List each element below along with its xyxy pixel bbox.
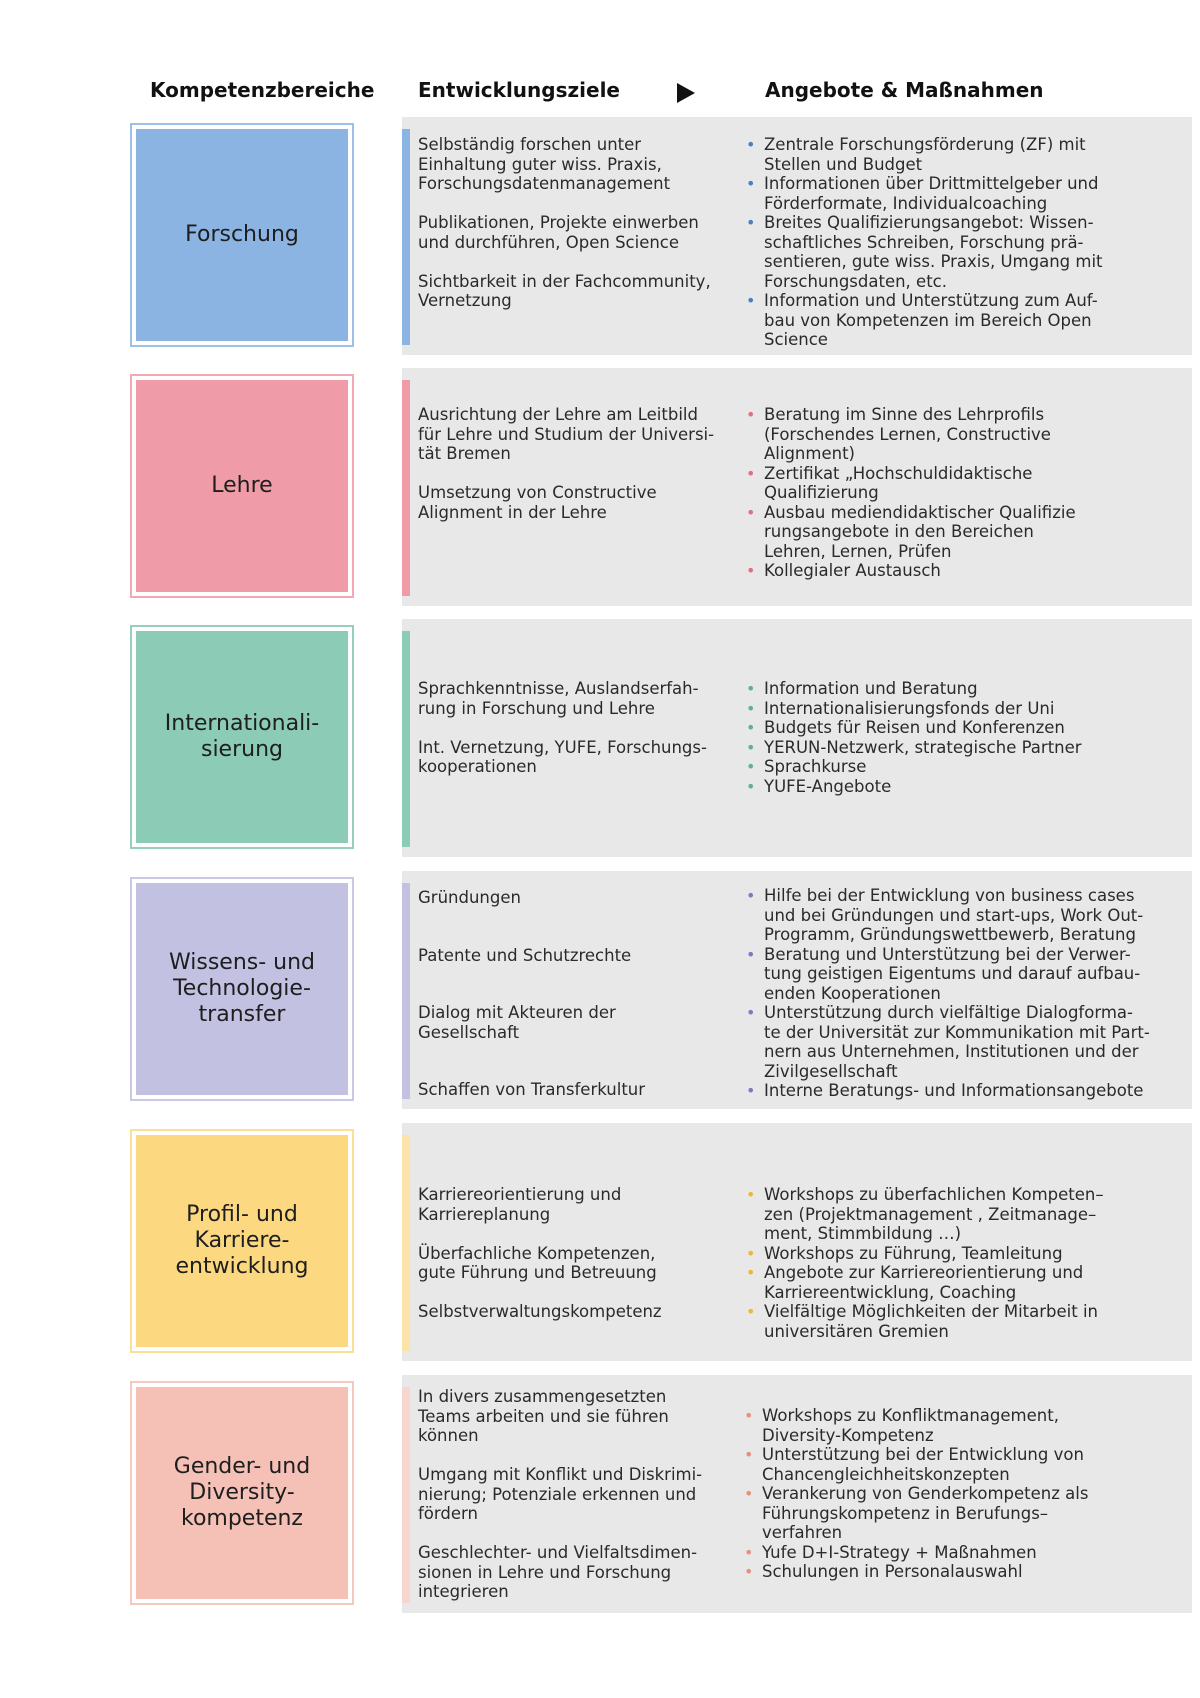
row-forschung <box>0 117 1200 349</box>
measure-item <box>742 886 1187 945</box>
content-panel <box>402 1375 1192 1613</box>
accent-bar <box>402 631 410 847</box>
measure-text: Ausbau mediendidaktischer Qualifizie rungsangebote in den Bereichen Lehren, Lernen, Prüfen <box>764 502 1076 561</box>
bullet-icon: • <box>744 1484 754 1503</box>
bullet-icon: • <box>746 1185 756 1204</box>
competence-tile <box>136 380 348 592</box>
goals-list <box>418 117 718 373</box>
measure-text: Kollegialer Austausch <box>764 561 941 580</box>
header-kompetenzbereiche: Kompetenzbereiche <box>150 78 375 102</box>
measures-list <box>740 1375 1185 1644</box>
bullet-icon: • <box>746 1263 756 1282</box>
measure-item <box>742 174 1187 213</box>
measure-item <box>742 1263 1187 1302</box>
bullet-icon: • <box>746 944 756 964</box>
goal-item: Schaffen von Transferkultur <box>418 1080 646 1099</box>
goal-item: Int. Vernetzung, YUFE, Forschungs- kooperationen <box>418 737 707 776</box>
goal-item: Ausrichtung der Lehre am Leitbild für Lehre und Studium der Universi- tät Bremen <box>418 405 715 463</box>
goal-item: Umsetzung von Constructive Alignment in der Lehre <box>418 483 657 522</box>
goal-item: Dialog mit Akteuren der Gesellschaft <box>418 1003 616 1042</box>
measures-list <box>742 871 1187 1124</box>
bullet-icon: • <box>746 698 756 718</box>
measure-item <box>742 464 1187 503</box>
bullet-icon: • <box>746 1003 756 1022</box>
competence-tile <box>136 129 348 341</box>
bullet-icon: • <box>746 1243 756 1263</box>
measure-text: Workshops zu überfachlichen Kompeten– zen (Projektmanagement , Zeitmanage– ment, Stimmbildung …) <box>764 1185 1104 1243</box>
bullet-icon: • <box>746 463 756 483</box>
competence-tile <box>136 883 348 1095</box>
bullet-icon: • <box>744 1542 754 1562</box>
measure-item <box>740 1484 1185 1543</box>
measure-text: YUFE-Angebote <box>764 776 892 796</box>
measure-item <box>742 135 1187 174</box>
goal-item: Überfachliche Kompetenzen, gute Führung und Betreuung <box>418 1243 657 1282</box>
row-gender-diversitykompetenz <box>0 1375 1200 1607</box>
measure-item <box>742 561 1187 581</box>
measure-item <box>742 718 1187 738</box>
measure-item <box>742 777 1187 797</box>
bullet-icon: • <box>744 1562 754 1581</box>
bullet-icon: • <box>746 135 756 154</box>
bullet-icon: • <box>746 718 756 737</box>
measure-text: Angebote zur Karriereorientierung und Karriereentwicklung, Coaching <box>764 1263 1084 1302</box>
bullet-icon: • <box>746 757 756 776</box>
goal-item: Umgang mit Konflikt und Diskrimi- nierung; Potenziale erkennen und fördern <box>418 1465 703 1523</box>
competence-title: Gender- und Diversity- kompetenz <box>173 1454 311 1531</box>
bullet-icon: • <box>746 174 756 193</box>
row-lehre <box>0 368 1200 600</box>
accent-bar <box>402 129 410 345</box>
measure-item <box>740 1406 1185 1445</box>
measure-text: Internationalisierungsfonds der Uni <box>764 698 1055 718</box>
bullet-icon: • <box>746 776 756 796</box>
bullet-icon: • <box>746 561 756 580</box>
goal-item: Selbstverwaltungskompetenz <box>418 1302 662 1321</box>
header-angebote-massnahmen: Angebote & Maßnahmen <box>765 78 1044 102</box>
content-panel <box>402 871 1192 1109</box>
bullet-icon: • <box>746 886 756 905</box>
goal-item: Publikationen, Projekte einwerben und durchführen, Open Science <box>418 213 699 252</box>
content-panel <box>402 117 1192 355</box>
goal-item: Geschlechter- und Vielfaltsdimen- sionen in Lehre und Forschung integrieren <box>418 1543 698 1601</box>
competence-title: Profil- und Karriere- entwicklung <box>175 1202 309 1279</box>
measure-item <box>740 1562 1185 1582</box>
measure-text: Beratung im Sinne des Lehrprofils (Forschendes Lernen, Constructive Alignment) <box>764 405 1051 463</box>
measure-item <box>742 503 1187 562</box>
bullet-icon: • <box>744 1406 754 1425</box>
accent-bar <box>402 1387 410 1603</box>
goal-item: Sprachkenntnisse, Auslandserfah- rung in Forschung und Lehre <box>418 679 699 718</box>
measure-text: Information und Unterstützung zum Auf- bau von Kompetenzen im Bereich Open Science <box>764 291 1098 349</box>
bullet-icon: • <box>746 291 756 310</box>
measure-item <box>742 945 1187 1004</box>
bullet-icon: • <box>746 679 756 698</box>
measures-list <box>742 117 1187 373</box>
bullet-icon: • <box>744 1445 754 1464</box>
play-triangle-icon <box>677 83 695 103</box>
measure-item <box>742 291 1187 350</box>
competence-tile <box>136 1387 348 1599</box>
measure-item <box>742 405 1187 464</box>
measures-list <box>742 368 1187 643</box>
bullet-icon: • <box>746 1302 756 1321</box>
bullet-icon: • <box>746 213 756 232</box>
measure-item <box>742 1003 1187 1081</box>
measure-text: Sprachkurse <box>764 757 867 776</box>
measure-item <box>742 757 1187 777</box>
measure-item <box>742 699 1187 719</box>
competence-frame <box>130 877 354 1101</box>
measure-item <box>742 1081 1187 1101</box>
measure-text: Zertifikat „Hochschuldidaktische Qualifizierung <box>764 463 1033 502</box>
accent-bar <box>402 380 410 596</box>
row-wissens-technologietransfer <box>0 871 1200 1103</box>
content-panel <box>402 1123 1192 1361</box>
competence-tile <box>136 1135 348 1347</box>
accent-bar <box>402 883 410 1099</box>
goals-list <box>418 871 718 1126</box>
measure-text: Beratung und Unterstützung bei der Verwer- tung geistigen Eigentums und darauf aufbau- enden Kooperationen <box>764 944 1141 1003</box>
goal-item: In divers zusammengesetzten Teams arbeiten und sie führen können <box>418 1387 669 1445</box>
bullet-icon: • <box>746 737 756 757</box>
bullet-icon: • <box>746 1081 756 1100</box>
competence-title: Lehre <box>211 473 273 499</box>
content-panel <box>402 619 1192 857</box>
measure-item <box>742 679 1187 699</box>
measure-text: YERUN-Netzwerk, strategische Partner <box>764 737 1082 757</box>
measure-item <box>742 1185 1187 1244</box>
content-panel <box>402 368 1192 606</box>
measure-item <box>740 1445 1185 1484</box>
competence-title: Internationali- sierung <box>164 711 320 762</box>
measure-text: Informationen über Drittmittelgeber und Förderformate, Individualcoaching <box>764 174 1099 213</box>
competence-title: Forschung <box>185 222 299 248</box>
accent-bar <box>402 1135 410 1351</box>
measure-text: Unterstützung bei der Entwicklung von Chancengleichheitskonzepten <box>762 1445 1084 1484</box>
measure-text: Breites Qualifizierungsangebot: Wissen- schaftliches Schreiben, Forschung prä- sentieren, gute wiss. Praxis, Umgang mit Forschungsdaten, etc. <box>764 213 1103 291</box>
measure-text: Hilfe bei der Entwicklung von business cases und bei Gründungen und start-ups, Work Out- Programm, Gründungswettbewerb, Beratung <box>764 886 1144 944</box>
measure-text: Yufe D+I-Strategy + Maßnahmen <box>762 1542 1037 1562</box>
measure-text: Vielfältige Möglichkeiten der Mitarbeit in universitären Gremien <box>764 1302 1099 1341</box>
measure-text: Zentrale Forschungsförderung (ZF) mit Stellen und Budget <box>764 135 1086 174</box>
measure-text: Information und Beratung <box>764 679 978 698</box>
measure-text: Verankerung von Genderkompetenz als Führungskompetenz in Berufungs– verfahren <box>762 1484 1089 1542</box>
goals-list <box>418 368 718 643</box>
row-internationalisierung <box>0 619 1200 851</box>
measure-text: Interne Beratungs- und Informationsangebote <box>764 1081 1144 1100</box>
competence-frame <box>130 1129 354 1353</box>
measure-text: Unterstützung durch vielfältige Dialogforma- te der Universität zur Kommunikation mit Part- nern aus Unternehmen, Institutionen und der Zivilgesellschaft <box>764 1003 1150 1081</box>
goal-item: Selbständig forschen unter Einhaltung guter wiss. Praxis, Forschungsdatenmanagement <box>418 135 671 193</box>
competence-frame <box>130 374 354 598</box>
goals-list <box>418 1375 718 1625</box>
measure-text: Workshops zu Führung, Teamleitung <box>764 1243 1063 1263</box>
competence-title: Wissens- und Technologie- transfer <box>168 950 316 1027</box>
competence-tile <box>136 631 348 843</box>
goal-item: Patente und Schutzrechte <box>418 945 632 965</box>
measure-text: Workshops zu Konfliktmanagement, Diversity-Kompetenz <box>762 1406 1059 1445</box>
competence-frame <box>130 1381 354 1605</box>
measure-item <box>742 1302 1187 1341</box>
row-profil-karriereentwicklung <box>0 1123 1200 1355</box>
measure-text: Schulungen in Personalauswahl <box>762 1562 1023 1581</box>
measure-item <box>742 213 1187 291</box>
competence-frame <box>130 123 354 347</box>
measure-item <box>740 1543 1185 1563</box>
goal-item: Sichtbarkeit in der Fachcommunity, Vernetzung <box>418 271 711 310</box>
measure-item <box>742 1244 1187 1264</box>
bullet-icon: • <box>746 502 756 522</box>
measure-item <box>742 738 1187 758</box>
header-entwicklungsziele: Entwicklungsziele <box>418 78 620 102</box>
goal-item: Gründungen <box>418 888 521 907</box>
bullet-icon: • <box>746 405 756 424</box>
measure-text: Budgets für Reisen und Konferenzen <box>764 718 1065 737</box>
goal-item: Karriereorientierung und Karriereplanung <box>418 1185 622 1224</box>
competence-frame <box>130 625 354 849</box>
